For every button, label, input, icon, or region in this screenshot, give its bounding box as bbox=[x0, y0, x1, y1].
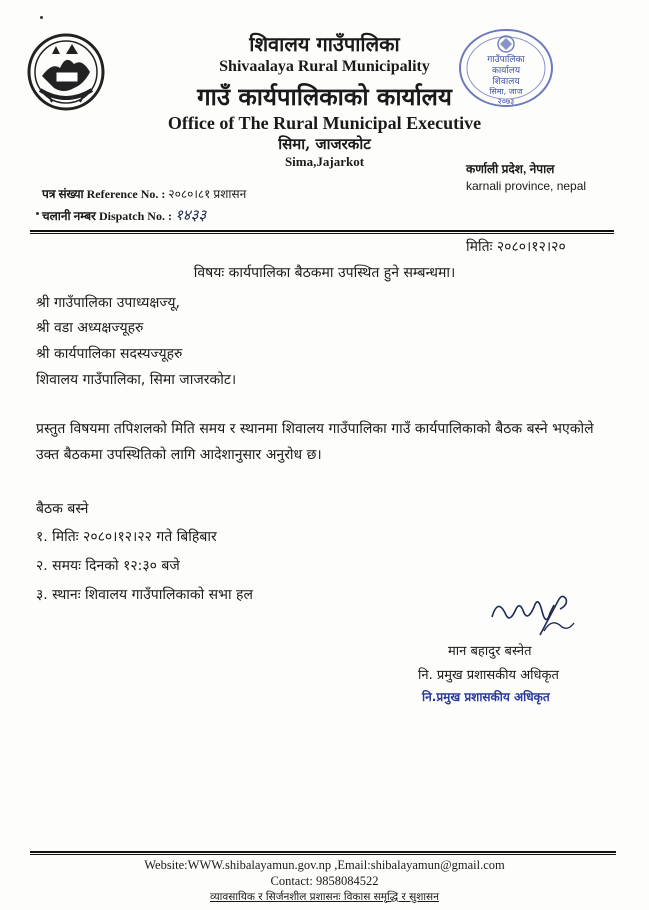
stamp-line: गाउँपालिका bbox=[487, 55, 525, 65]
stamp-line: शिवालय bbox=[492, 77, 520, 87]
office-name-np: गाउँ कार्यपालिकाको कार्यालय bbox=[197, 82, 452, 111]
meeting-item: १. मितिः २०८०।१२।२२ गते बिहिबार bbox=[36, 529, 217, 545]
letter-date: मितिः २०८०।१२।२० bbox=[466, 239, 566, 255]
reference-value: २०८०।८१ प्रशासन bbox=[168, 187, 247, 201]
signature-icon bbox=[488, 587, 578, 642]
province-block bbox=[466, 161, 586, 195]
municipality-name-np: शिवालय गाउँपालिका bbox=[249, 32, 400, 56]
province-en: karnali province, nepal bbox=[466, 179, 587, 193]
footer-divider bbox=[30, 851, 616, 853]
scan-speck bbox=[40, 16, 43, 19]
stamp-line: २०७३ bbox=[497, 97, 515, 106]
municipality-name-en: Shivaalaya Rural Municipality bbox=[219, 58, 430, 75]
meeting-heading: बैठक बस्ने bbox=[36, 501, 89, 517]
signatory-title: नि. प्रमुख प्रशासकीय अधिकृत bbox=[418, 668, 559, 683]
meeting-item: २. समयः दिनको १२:३० बजे bbox=[36, 558, 180, 574]
reference-line bbox=[42, 185, 246, 202]
office-name-en: Office of The Rural Municipal Executive bbox=[167, 113, 482, 133]
reference-label-en: Reference No. : bbox=[86, 187, 166, 201]
header-divider bbox=[30, 233, 614, 234]
reference-label-np: पत्र संख्या bbox=[42, 187, 84, 201]
header-divider bbox=[30, 230, 614, 232]
stamp-line: सिमा, जाज bbox=[489, 87, 523, 96]
letter-body: प्रस्तुत विषयमा तपिशलको मिति समय र स्थानमा शिवालय गाउँपालिका गाउँ कार्यपालिकाको बैठक बस्ने भएकोले उक्त बैठकमा उपस्थितिको लागि आदेशानुसार अनुरोध छ। bbox=[36, 421, 594, 463]
footer-website-email: Website:WWW.shibalayamun.gov.np ,Email:shibalayamun@gmail.com bbox=[144, 858, 505, 872]
footer-slogan: व्यावसायिक र सिर्जनशील प्रशासनः विकास समृद्धि र सुशासन bbox=[210, 891, 439, 903]
place-np: सिमा, जाजरकोट bbox=[278, 135, 371, 153]
footer-divider bbox=[30, 854, 616, 855]
dispatch-line bbox=[42, 205, 206, 225]
addressee-line: श्री कार्यपालिका सदस्यज्यूहरु bbox=[36, 346, 183, 362]
dispatch-label-np: चलानी नम्बर bbox=[42, 209, 96, 223]
dispatch-value: १४३३ bbox=[174, 206, 207, 224]
dispatch-label-en: Dispatch No. : bbox=[98, 209, 172, 223]
footer-contact: Contact: 9858084522 bbox=[270, 874, 379, 888]
addressee-line: शिवालय गाउँपालिका, सिमा जाजरकोट। bbox=[36, 372, 237, 388]
addressee-line: श्री वडा अध्यक्षज्यूहरु bbox=[36, 320, 144, 336]
province-np: कर्णाली प्रदेश, नेपाल bbox=[466, 162, 555, 176]
signatory-stamp: नि.प्रमुख प्रशासकीय अधिकृत bbox=[422, 690, 550, 704]
meeting-item: ३. स्थानः शिवालय गाउँपालिकाको सभा हल bbox=[36, 587, 253, 603]
place-en: Sima,Jajarkot bbox=[284, 154, 365, 169]
addressee-line: श्री गाउँपालिका उपाध्यक्षज्यू, bbox=[36, 295, 180, 311]
signatory-name: मान बहादुर बस्नेत bbox=[448, 644, 532, 659]
scan-speck bbox=[36, 212, 39, 215]
letter-subject: विषयः कार्यपालिका बैठकमा उपस्थित हुने सम्बन्धमा। bbox=[193, 265, 456, 281]
stamp-line: कार्यालय bbox=[491, 66, 521, 76]
